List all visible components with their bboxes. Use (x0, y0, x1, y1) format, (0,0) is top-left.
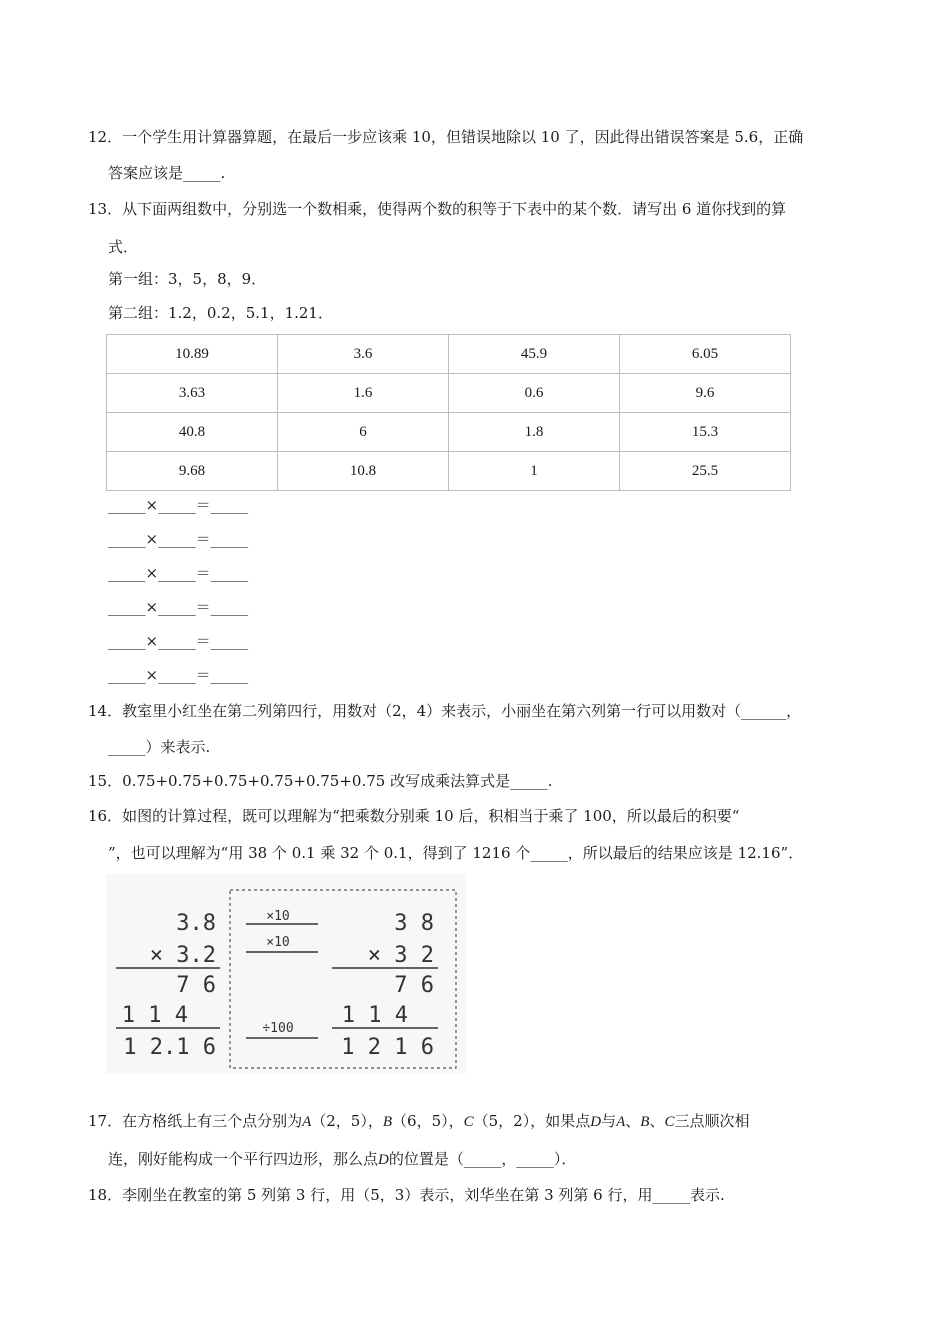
table-cell: 40.8 (107, 413, 278, 452)
table-cell: 25.5 (620, 452, 791, 491)
q17-text: （2，5）， (311, 1112, 383, 1130)
answer-blank-line: _____×_____＝_____ (108, 564, 249, 582)
table-cell: 0.6 (449, 374, 620, 413)
table-cell: 10.89 (107, 335, 278, 374)
left-partial-2: 1 1 4 (121, 1003, 188, 1028)
table-row (107, 374, 791, 413)
q17-text: 17．在方格纸上有三个点分别为 (88, 1112, 303, 1130)
table-cell: 3.63 (107, 374, 278, 413)
q17-line1 (88, 1110, 750, 1133)
answer-blank-line: _____×_____＝_____ (108, 496, 249, 514)
q17-text: 的位置是（_____，_____）． (388, 1150, 577, 1168)
table-cell: 9.6 (620, 374, 791, 413)
point-b-label: B (382, 1114, 393, 1130)
table-cell: 15.3 (620, 413, 791, 452)
q17-line2 (108, 1148, 576, 1171)
q13-line2: 式． (108, 238, 139, 256)
q12-line1: 12．一个学生用计算器算题，在最后一步应该乘 10，但错误地除以 10 了，因此得出错误答案是 5.6，正确 (88, 128, 804, 146)
point-c-label: C (463, 1114, 474, 1130)
product-table (106, 334, 791, 491)
q12-line2: 答案应该是_____. (108, 164, 226, 182)
q18-line1: 18．李刚坐在教室的第 5 列第 3 行，用（5，3）表示，刘华坐在第 3 列第 6 行，用_____表示. (88, 1186, 725, 1204)
answer-blank-line: _____×_____＝_____ (108, 666, 249, 684)
point-b-label: B (640, 1114, 650, 1130)
point-c-label: C (664, 1114, 675, 1130)
q16-line1: 16．如图的计算过程，既可以理解为“把乘数分别乘 10 后，积相当于乘了 100，所以最后的积要“ (88, 807, 740, 825)
answer-blank-line: _____×_____＝_____ (108, 530, 249, 548)
table-cell: 1.8 (449, 413, 620, 452)
table-cell: 1 (449, 452, 620, 491)
op-divide-100: ÷100 (262, 1021, 294, 1036)
table-cell: 6.05 (620, 335, 791, 374)
q17-text: 、 (649, 1112, 665, 1130)
table-cell: 45.9 (449, 335, 620, 374)
right-multiplier: × 3 2 (367, 943, 434, 968)
op-times-10-a: ×10 (266, 909, 290, 924)
right-result: 1 2 1 6 (341, 1035, 434, 1060)
q17-text: 连，刚好能构成一个平行四边形，那么点 (108, 1150, 379, 1168)
table-cell: 10.8 (278, 452, 449, 491)
table-cell: 9.68 (107, 452, 278, 491)
q17-text: 与 (601, 1112, 617, 1130)
left-result: 1 2.1 6 (123, 1035, 216, 1060)
right-partial-2: 1 1 4 (341, 1003, 408, 1028)
q14-line2: _____）来表示. (108, 738, 211, 756)
point-d-label: D (590, 1114, 602, 1130)
table-cell: 6 (278, 413, 449, 452)
left-top-number: 3.8 (176, 911, 216, 936)
q13-group2: 第二组：1.2，0.2，5.1，1.21． (108, 304, 333, 322)
right-top-number: 3 8 (394, 911, 434, 936)
answer-blank-line: _____×_____＝_____ (108, 598, 249, 616)
left-partial-1: 7 6 (176, 973, 216, 998)
multiplication-figure (106, 874, 466, 1074)
table-row (107, 413, 791, 452)
table-row (107, 335, 791, 374)
point-d-label: D (378, 1152, 389, 1168)
op-times-10-b: ×10 (266, 935, 290, 950)
right-partial-1: 7 6 (394, 973, 434, 998)
q14-line1: 14．教室里小红坐在第二列第四行，用数对（2，4）来表示，小丽坐在第六列第一行可以用数对（______， (88, 702, 802, 720)
q16-line2: ”，也可以理解为“用 38 个 0.1 乘 32 个 0.1，得到了 1216 个_____，所以最后的结果应该是 12.16”． (108, 844, 804, 862)
q13-group1: 第一组：3，5，8，9． (108, 270, 267, 288)
table-row (107, 452, 791, 491)
q17-text: （6，5）， (392, 1112, 464, 1130)
table-cell: 1.6 (278, 374, 449, 413)
q13-line1: 13．从下面两组数中，分别选一个数相乘，使得两个数的积等于下表中的某个数．请写出 6 道你找到的算 (88, 200, 787, 218)
q17-text: 三点顺次相 (674, 1112, 750, 1130)
left-multiplier: × 3.2 (149, 943, 216, 968)
point-a-label: A (616, 1114, 626, 1130)
q15-line1: 15．0.75+0.75+0.75+0.75+0.75+0.75 改写成乘法算式是_____. (88, 772, 553, 790)
table-cell: 3.6 (278, 335, 449, 374)
answer-blank-line: _____×_____＝_____ (108, 632, 249, 650)
q17-text: 、 (625, 1112, 641, 1130)
point-a-label: A (302, 1114, 312, 1130)
q17-text: （5，2），如果点 (473, 1112, 591, 1130)
